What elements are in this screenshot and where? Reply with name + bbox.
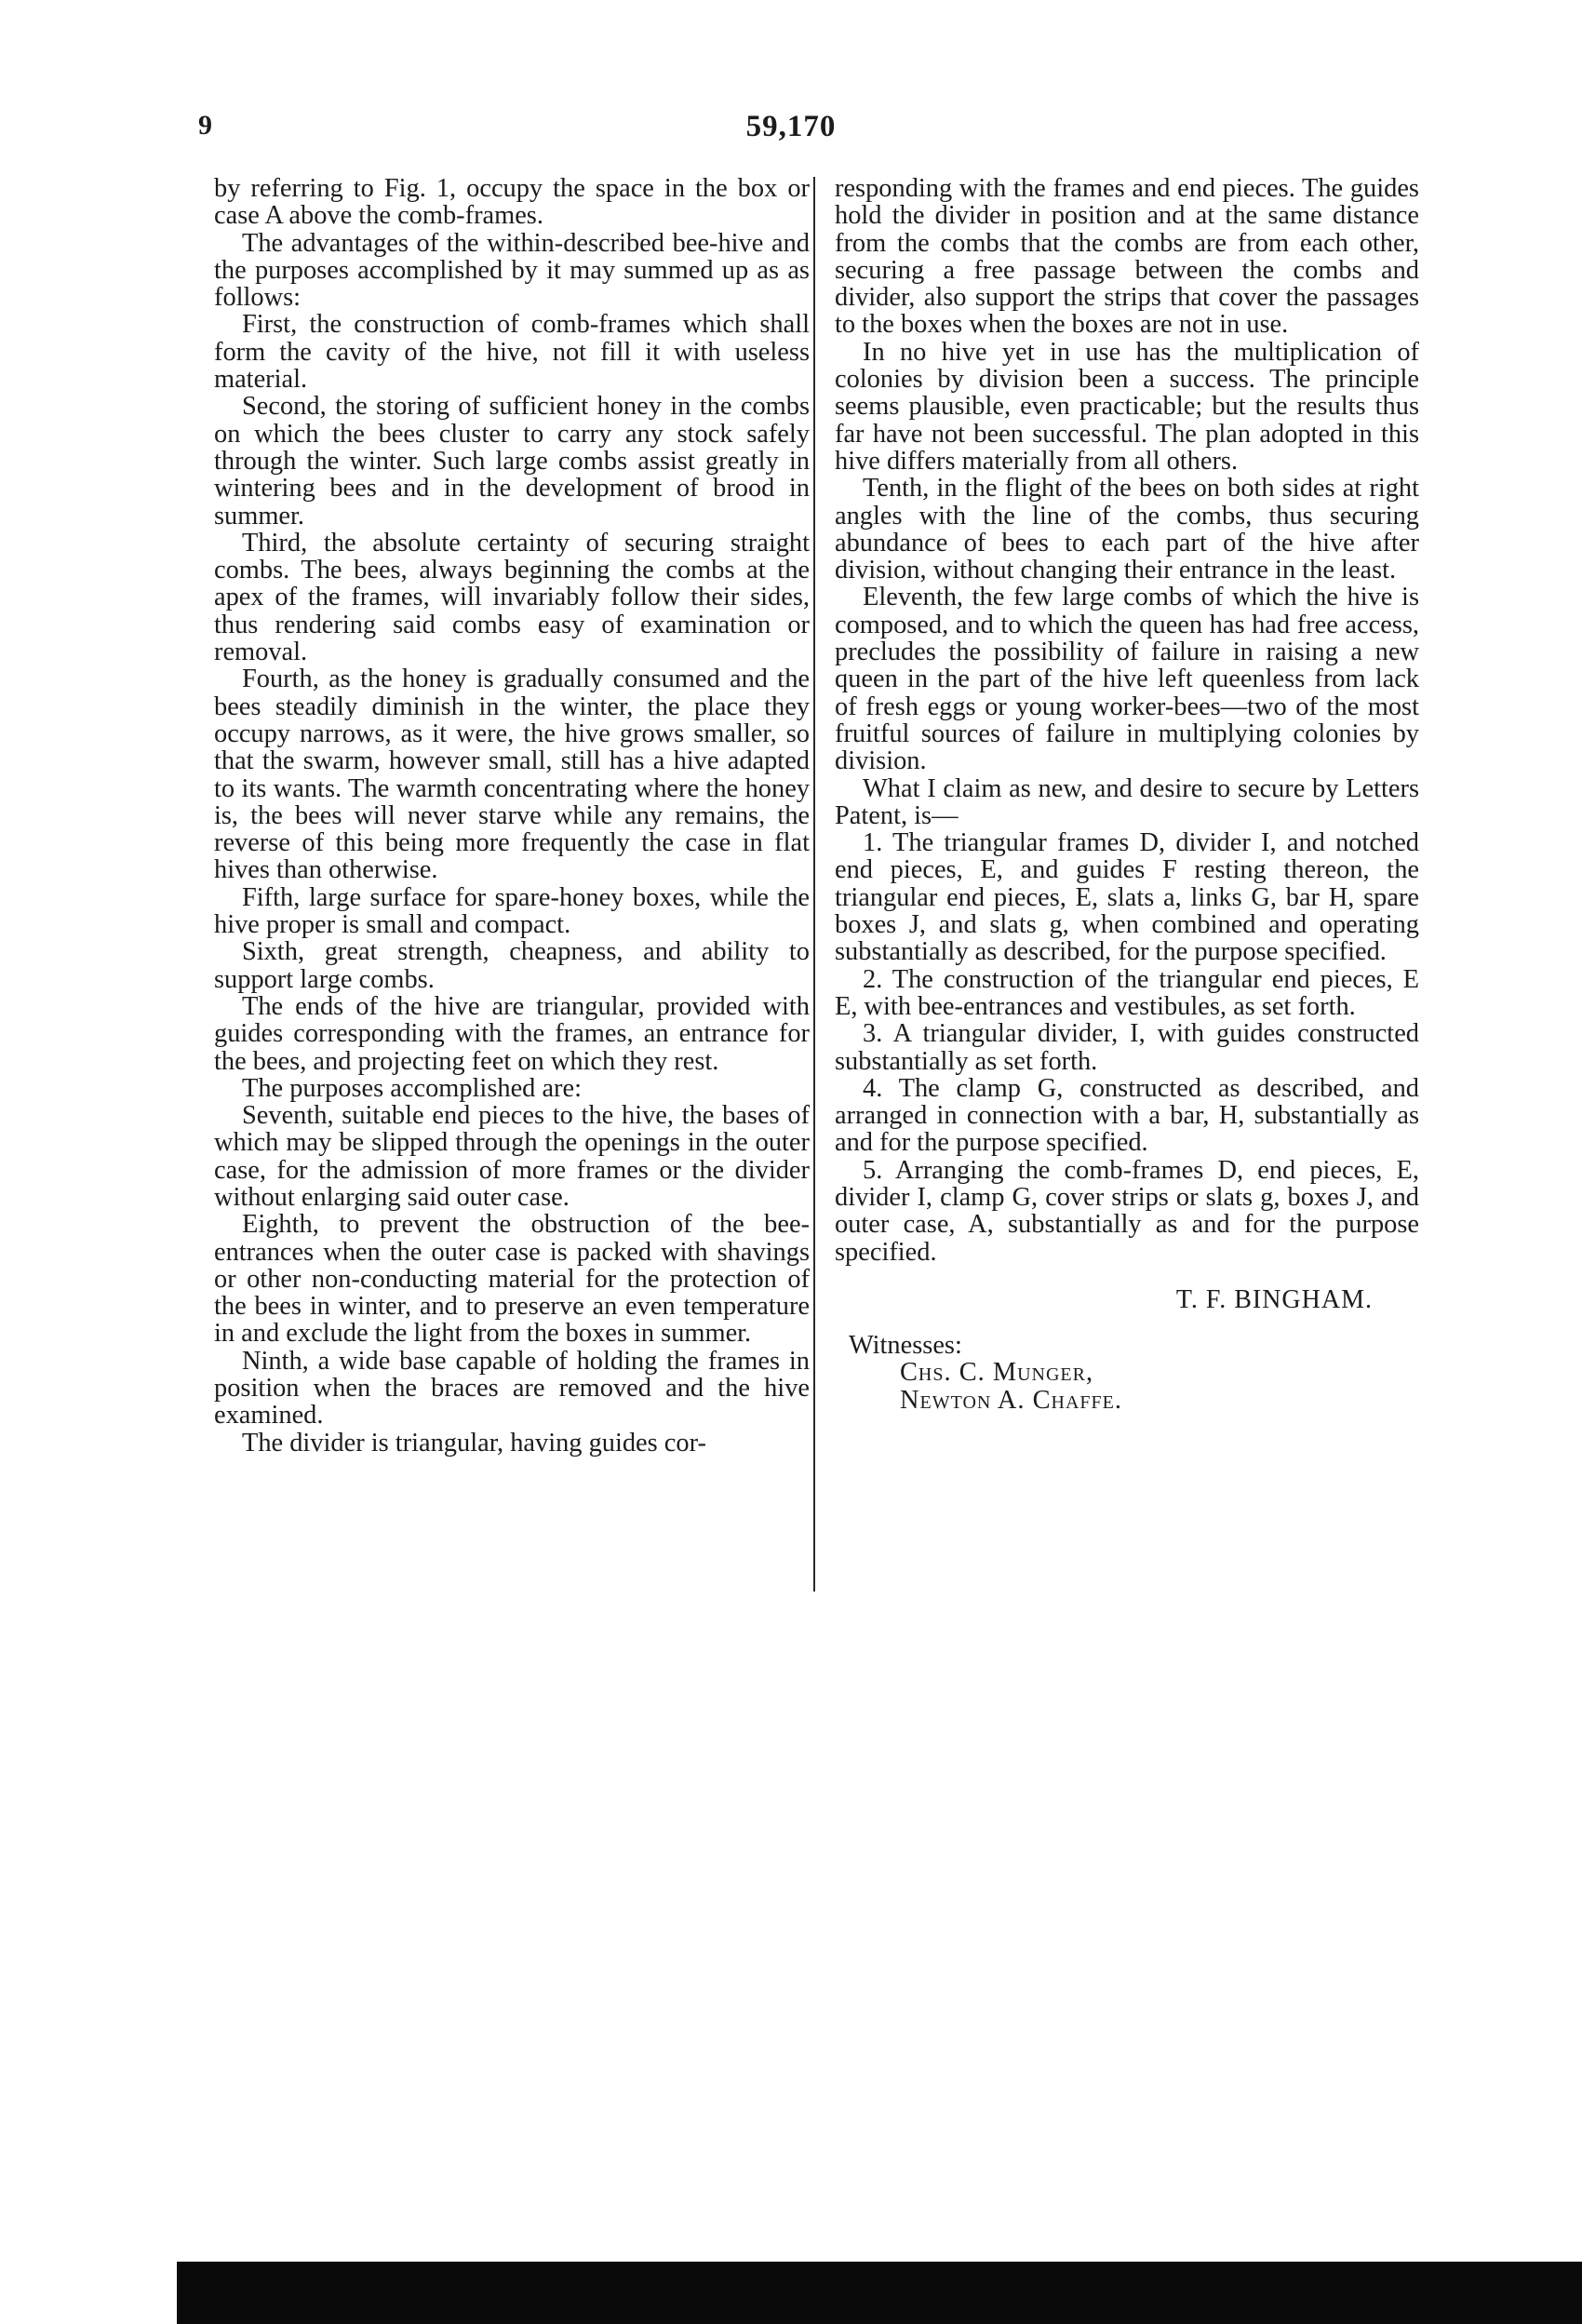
claim-5: 5. Arranging the comb-frames D, end pieces, E, divider I, clamp G, cover strips or slats g, boxes J, and outer case, A, substantially as and for the purpose specified. <box>835 1155 1419 1267</box>
paragraph: The purposes accomplished are: <box>242 1073 583 1103</box>
claim-3: 3. A triangular divider, I, with guides constructed substantially as set forth. <box>835 1019 1419 1076</box>
paragraph: Fifth, large surface for spare-honey boxes, while the hive proper is small and compact. <box>214 882 810 940</box>
left-column <box>214 175 810 1457</box>
witness-name: Newton A. Chaffe. <box>900 1385 1122 1415</box>
witnesses-label: Witnesses: <box>849 1331 962 1361</box>
claim-1: 1. The triangular frames D, divider I, and notched end pieces, E, and guides F resting thereon, the triangular end pieces, E, slats a, links G, bar H, spare boxes J, and slats g, when combined and operating substantially as described, for the purpose specified. <box>835 828 1419 967</box>
paragraph: The advantages of the within-described bee-hive and the purposes accomplished by it may summed up as as follows: <box>214 228 810 313</box>
paragraph: Eleventh, the few large combs of which the hive is composed, and to which the queen has had free access, precludes the possibility of failure in raising a new queen in the part of the hive left queenless from lack of fresh eggs or young worker-bees—two of the most fruitful sources of failure in multiplying colonies by division. <box>835 583 1419 776</box>
paragraph: by referring to Fig. 1, occupy the space in the box or case A above the comb-frames. <box>214 174 810 231</box>
witness-name: Chs. C. Munger, <box>900 1358 1094 1388</box>
claims-intro: What I claim as new, and desire to secure by Letters Patent, is— <box>835 773 1419 830</box>
paragraph: Tenth, in the flight of the bees on both sides at right angles with the line of the combs, thus securing abundance of bees to each part of the hive after division, without changing their entrance in the least. <box>835 474 1419 585</box>
page-corner-mark: 9 <box>198 110 212 141</box>
paragraph: Second, the storing of sufficient honey in the combs on which the bees cluster to carry any stock safely through the winter. Such large combs assist greatly in wintering bees and in the development of brood in summer. <box>214 392 810 531</box>
paragraph: responding with the frames and end pieces. The guides hold the divider in position and at the same distance from the combs that the combs are from each other, securing a free passage between the combs and divider, also support the strips that cover the passages to the boxes when the boxes are not in use. <box>835 174 1419 340</box>
paragraph: Seventh, suitable end pieces to the hive, the bases of which may be slipped through the openings in the outer case, for the admission of more frames or the divider without enlarging said outer case. <box>214 1101 810 1212</box>
right-column <box>835 175 1419 1414</box>
paragraph: Third, the absolute certainty of securing straight combs. The bees, always beginning the combs at the apex of the frames, will invariably follow their sides, thus rendering said combs easy of examination or removal. <box>214 528 810 667</box>
claim-4: 4. The clamp G, constructed as described, and arranged in connection with a bar, H, substantially as and for the purpose specified. <box>835 1073 1419 1158</box>
paragraph: First, the construction of comb-frames which shall form the cavity of the hive, not fill it with useless material. <box>214 310 810 395</box>
paragraph: In no hive yet in use has the multiplication of colonies by division been a success. The principle seems plausible, even practicable; but the results thus far have not been successful. The plan adopted in this hive differs materially from all others. <box>835 337 1419 476</box>
paragraph: The ends of the hive are triangular, provided with guides corresponding with the frames, an entrance for the bees, and projecting feet on which they rest. <box>214 991 810 1076</box>
paragraph: Sixth, great strength, cheapness, and ability to support large combs. <box>214 937 810 994</box>
patent-number: 59,170 <box>745 110 837 143</box>
inventor-signature: T. F. BINGHAM. <box>1175 1284 1373 1314</box>
paragraph: The divider is triangular, having guides cor- <box>242 1428 706 1458</box>
column-divider <box>813 177 815 1592</box>
scan-edge-bar <box>177 2262 1582 2324</box>
paragraph: Fourth, as the honey is gradually consumed and the bees steadily diminish in the winter, the place they occupy narrows, as it were, the hive grows smaller, so that the swarm, however small, still has a hive adapted to its wants. The warmth concentrating where the honey is, the bees will never starve while any remains, the reverse of this being more frequently the case in flat hives than otherwise. <box>214 665 810 885</box>
claim-2: 2. The construction of the triangular end pieces, E E, with bee-entrances and vestibules, as set forth. <box>835 964 1419 1021</box>
paragraph: Eighth, to prevent the obstruction of the bee-entrances when the outer case is packed with shavings or other non-conducting material for the protection of the bees in winter, and to preserve an even temperature in and exclude the light from the boxes in summer. <box>214 1210 810 1349</box>
paragraph: Ninth, a wide base capable of holding the frames in position when the braces are removed and the hive examined. <box>214 1346 810 1431</box>
